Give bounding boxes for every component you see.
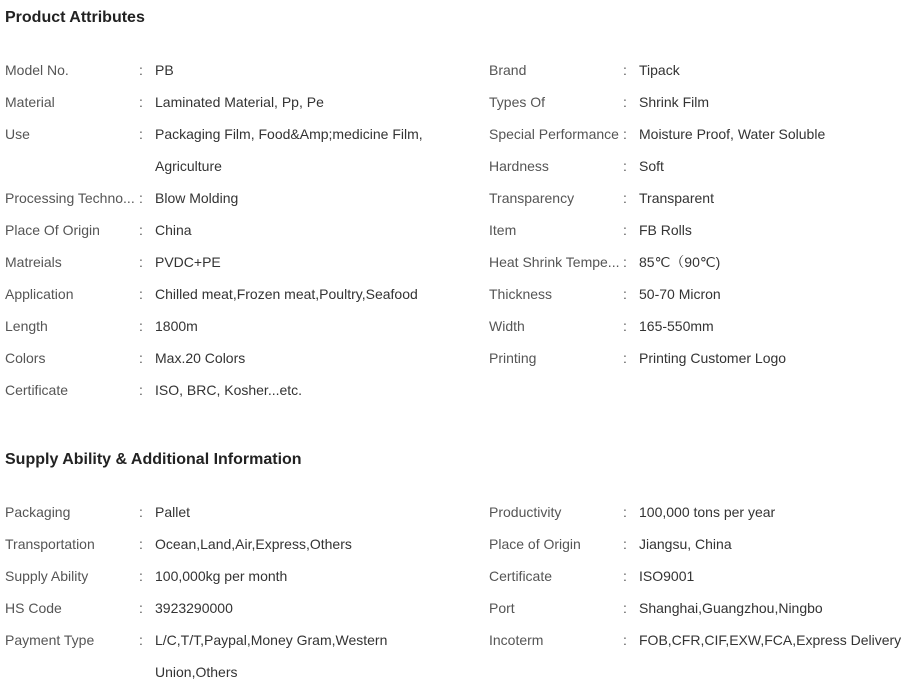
attribute-label: Transparency [489, 190, 575, 206]
separator: : [623, 126, 627, 142]
separator: : [623, 158, 627, 174]
attribute-value: Laminated Material, Pp, Pe [155, 94, 324, 110]
attribute-value: Soft [639, 158, 664, 174]
attribute-value: Max.20 Colors [155, 350, 246, 366]
attribute-row-matreials [0, 246, 484, 278]
attribute-row-heat-shrink-temperature [484, 246, 911, 278]
attribute-value: 1800m [155, 318, 198, 334]
attribute-row-use [0, 118, 484, 182]
attribute-label: Heat Shrink Tempe... [489, 254, 620, 270]
attribute-label: Packaging [5, 504, 71, 520]
separator: : [139, 504, 143, 520]
attribute-value: PB [155, 62, 174, 78]
attribute-row-hardness [484, 150, 911, 182]
attribute-value: Tipack [639, 62, 680, 78]
attribute-value: PVDC+PE [155, 254, 221, 270]
attribute-label: Place Of Origin [5, 222, 100, 238]
attribute-value: Shanghai,Guangzhou,Ningbo [639, 600, 823, 616]
attribute-value: Pallet [155, 504, 191, 520]
attribute-label: Special Performance [489, 126, 619, 142]
supply-ability-title: Supply Ability & Additional Information [5, 451, 302, 468]
attribute-label: Certificate [489, 568, 553, 584]
attribute-value: Shrink Film [639, 94, 710, 110]
separator: : [623, 190, 627, 206]
separator: : [623, 318, 627, 334]
separator: : [623, 504, 627, 520]
attribute-label: Model No. [5, 62, 69, 78]
attribute-label: Width [489, 318, 525, 334]
attribute-value: ISO9001 [639, 568, 695, 584]
attribute-value: Transparent [639, 190, 714, 206]
attribute-row-item [484, 214, 911, 246]
attribute-label: Printing [489, 350, 537, 366]
attribute-row-printing [484, 342, 911, 374]
attribute-value: ISO, BRC, Kosher...etc. [155, 382, 303, 398]
attribute-label: Processing Techno... [5, 190, 135, 206]
supply-row-packaging [0, 496, 484, 528]
separator: : [623, 254, 627, 270]
attribute-label: Use [5, 126, 30, 142]
separator: : [623, 536, 627, 552]
attribute-label: Colors [5, 350, 46, 366]
attribute-label: Length [5, 318, 48, 334]
attribute-value: 85℃（90℃) [639, 254, 721, 270]
separator: : [139, 632, 143, 648]
separator: : [623, 632, 627, 648]
separator: : [139, 600, 143, 616]
attribute-value: L/C,T/T,Paypal,Money Gram,Western Union,Others [155, 632, 388, 680]
attribute-value: 3923290000 [155, 600, 233, 616]
attribute-label: Application [5, 286, 74, 302]
attribute-label: Payment Type [5, 632, 95, 648]
attribute-row-processing-technology [0, 182, 484, 214]
attribute-row-thickness [484, 278, 911, 310]
separator: : [139, 318, 143, 334]
supply-row-hs-code [0, 592, 484, 624]
separator: : [623, 222, 627, 238]
separator: : [139, 568, 143, 584]
attribute-label: Brand [489, 62, 527, 78]
attribute-label: Place of Origin [489, 536, 581, 552]
separator: : [623, 568, 627, 584]
attribute-row-width [484, 310, 911, 342]
attribute-label: Productivity [489, 504, 562, 520]
attribute-value: 100,000 tons per year [639, 504, 776, 520]
attribute-label: Incoterm [489, 632, 544, 648]
supply-row-supply-ability [0, 560, 484, 592]
attribute-row-application [0, 278, 484, 310]
separator: : [139, 62, 143, 78]
separator: : [139, 254, 143, 270]
attribute-label: Supply Ability [5, 568, 89, 584]
attribute-row-length [0, 310, 484, 342]
supply-row-incoterm [484, 624, 911, 656]
separator: : [139, 350, 143, 366]
attribute-row-place-of-origin [0, 214, 484, 246]
attribute-row-transparency [484, 182, 911, 214]
separator: : [623, 286, 627, 302]
separator: : [623, 62, 627, 78]
attribute-value: 165-550mm [639, 318, 714, 334]
attribute-row-types-of [484, 86, 911, 118]
supply-row-productivity [484, 496, 911, 528]
attribute-value: Printing Customer Logo [639, 350, 787, 366]
attribute-value: Packaging Film, Food&Amp;medicine Film, Agriculture [155, 126, 423, 174]
supply-ability-right-column [484, 496, 911, 656]
attribute-row-material [0, 86, 484, 118]
supply-ability-left-column [0, 496, 484, 688]
attribute-label: Item [489, 222, 517, 238]
attribute-label: Thickness [489, 286, 553, 302]
separator: : [139, 286, 143, 302]
separator: : [139, 94, 143, 110]
attribute-value: Ocean,Land,Air,Express,Others [155, 536, 352, 552]
separator: : [139, 536, 143, 552]
attribute-label: Material [5, 94, 55, 110]
attribute-value: Moisture Proof, Water Soluble [639, 126, 826, 142]
attribute-label: Certificate [5, 382, 69, 398]
separator: : [139, 382, 143, 398]
attribute-value: FOB,CFR,CIF,EXW,FCA,Express Delivery [639, 632, 902, 648]
separator: : [139, 190, 143, 206]
product-attributes-right-column [484, 54, 911, 374]
attribute-label: Hardness [489, 158, 549, 174]
separator: : [139, 126, 143, 142]
attribute-value: 100,000kg per month [155, 568, 288, 584]
separator: : [623, 600, 627, 616]
attribute-value: FB Rolls [639, 222, 692, 238]
attribute-label: Transportation [5, 536, 95, 552]
attribute-value: Blow Molding [155, 190, 239, 206]
supply-row-certificate [484, 560, 911, 592]
attribute-value: Chilled meat,Frozen meat,Poultry,Seafood [155, 286, 418, 302]
attribute-value: 50-70 Micron [639, 286, 721, 302]
attribute-value: China [155, 222, 192, 238]
product-attributes-title: Product Attributes [5, 9, 145, 26]
supply-row-port [484, 592, 911, 624]
product-attributes-left-column [0, 54, 484, 406]
supply-row-transportation [0, 528, 484, 560]
attribute-row-special-performance [484, 118, 911, 150]
attribute-row-model-no [0, 54, 484, 86]
attribute-label: Port [489, 600, 515, 616]
separator: : [623, 94, 627, 110]
attribute-label: Matreials [5, 254, 62, 270]
attribute-value: Jiangsu, China [639, 536, 732, 552]
attribute-label: Types Of [489, 94, 546, 110]
supply-row-place-of-origin [484, 528, 911, 560]
attribute-label: HS Code [5, 600, 62, 616]
attribute-row-certificate [0, 374, 484, 406]
attribute-row-colors [0, 342, 484, 374]
supply-row-payment-type [0, 624, 484, 688]
separator: : [623, 350, 627, 366]
separator: : [139, 222, 143, 238]
attribute-row-brand [484, 54, 911, 86]
